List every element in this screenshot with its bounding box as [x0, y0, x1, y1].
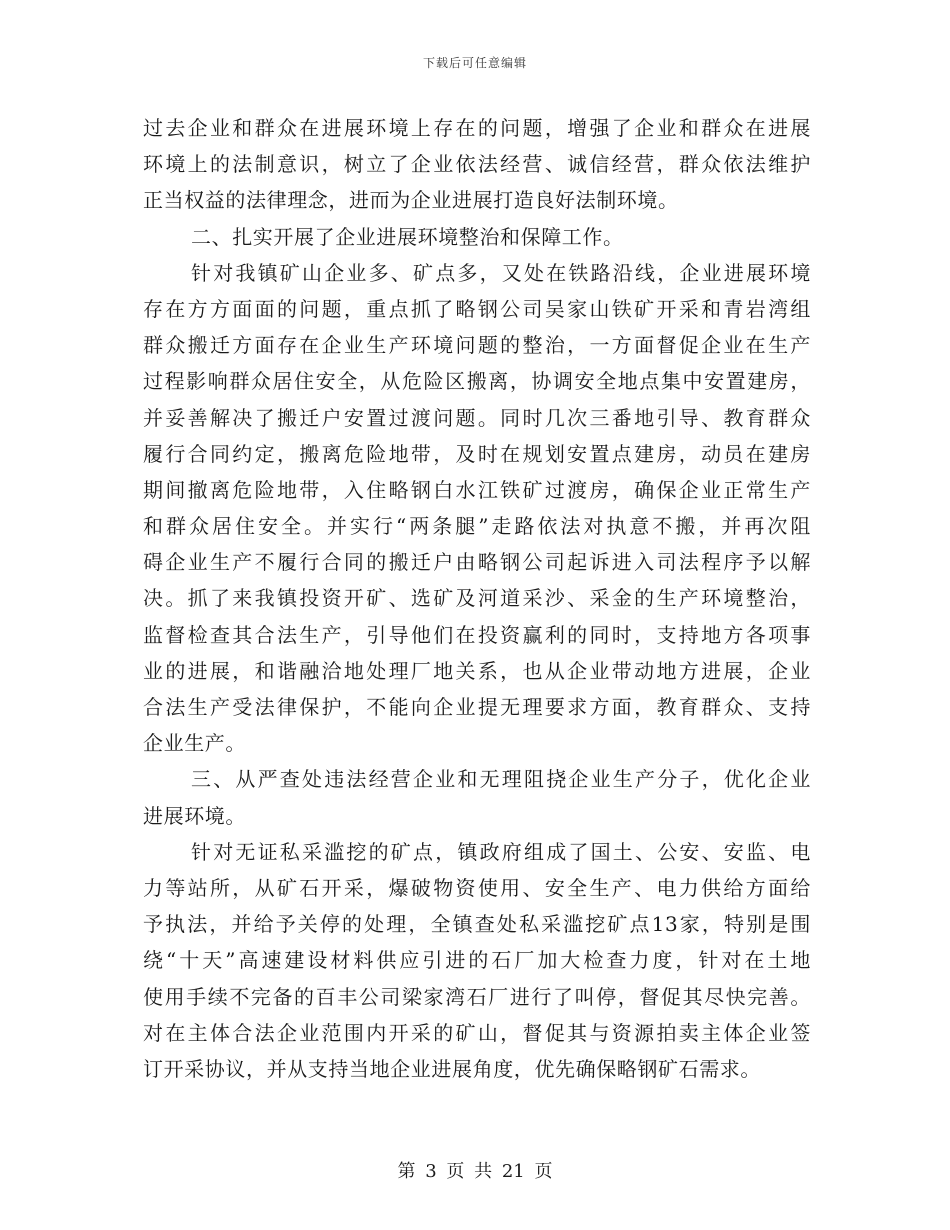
text-line: 期间撤离危险地带，入住略钢白水江铁矿过渡房，确保企业正常生产 [143, 477, 811, 502]
text-line: 存在方方面面的问题，重点抓了略钢公司吴家山铁矿开采和青岩湾组 [143, 296, 811, 321]
text-line: 过程影响群众居住安全，从危险区搬离，协调安全地点集中安置建房， [143, 369, 811, 394]
text-line: 针对无证私采滥挖的矿点，镇政府组成了国土、公安、安监、电 [191, 839, 811, 864]
text-line: 进展环境。 [143, 803, 246, 828]
text-line: 予执法，并给予关停的处理，全镇查处私采滥挖矿点13家，特别是围 [143, 912, 811, 937]
text-line: 企业生产。 [143, 731, 246, 756]
page-header: 下载后可任意编辑 [422, 56, 527, 70]
text-line: 过去企业和群众在进展环境上存在的问题，增强了企业和群众在进展 [143, 116, 811, 140]
text-line: 使用手续不完备的百丰公司梁家湾石厂进行了叫停，督促其尽快完善。 [143, 984, 811, 1009]
text-line: 针对我镇矿山企业多、矿点多，又处在铁路沿线，企业进展环境 [191, 260, 811, 285]
text-line: 碍企业生产不履行合同的搬迁户由略钢公司起诉进入司法程序予以解 [143, 550, 811, 575]
page-number-footer: 第 3 页 共 21 页 [397, 1161, 553, 1182]
text-line: 力等站所，从矿石开采，爆破物资使用、安全生产、电力供给方面给 [143, 875, 811, 900]
text-line: 业的进展，和谐融洽地处理厂地关系，也从企业带动地方进展，企业 [143, 658, 811, 683]
text-line: 和群众居住安全。并实行“两条腿”走路依法对执意不搬，并再次阻 [143, 514, 811, 539]
text-line: 绕“十天”高速建设材料供应引进的石厂加大检查力度，针对在土地 [143, 948, 811, 973]
text-line: 订开采协议，并从支持当地企业进展角度，优先确保略钢矿石需求。 [143, 1056, 761, 1081]
text-line: 合法生产受法律保护，不能向企业提无理要求方面，教育群众、支持 [143, 695, 811, 719]
text-line: 三、从严查处违法经营企业和无理阻挠企业生产分子，优化企业 [191, 767, 811, 792]
text-line: 二、扎实开展了企业进展环境整治和保障工作。 [191, 224, 624, 249]
text-line: 决。抓了来我镇投资开矿、选矿及河道采沙、采金的生产环境整治， [143, 586, 811, 611]
text-line: 正当权益的法律理念，进而为企业进展打造良好法制环境。 [143, 188, 679, 213]
document-body [143, 110, 811, 1087]
text-line: 并妥善解决了搬迁户安置过渡问题。同时几次三番地引导、教育群众 [143, 405, 811, 430]
text-line: 监督检查其合法生产，引导他们在投资赢利的同时，支持地方各项事 [143, 622, 811, 647]
text-line: 环境上的法制意识，树立了企业依法经营、诚信经营，群众依法维护 [143, 152, 811, 177]
text-line: 群众搬迁方面存在企业生产环境问题的整治，一方面督促企业在生产 [143, 333, 811, 358]
text-line: 对在主体合法企业范围内开采的矿山，督促其与资源拍卖主体企业签 [143, 1020, 811, 1045]
text-line: 履行合同约定，搬离危险地带，及时在规划安置点建房，动员在建房 [143, 441, 811, 466]
